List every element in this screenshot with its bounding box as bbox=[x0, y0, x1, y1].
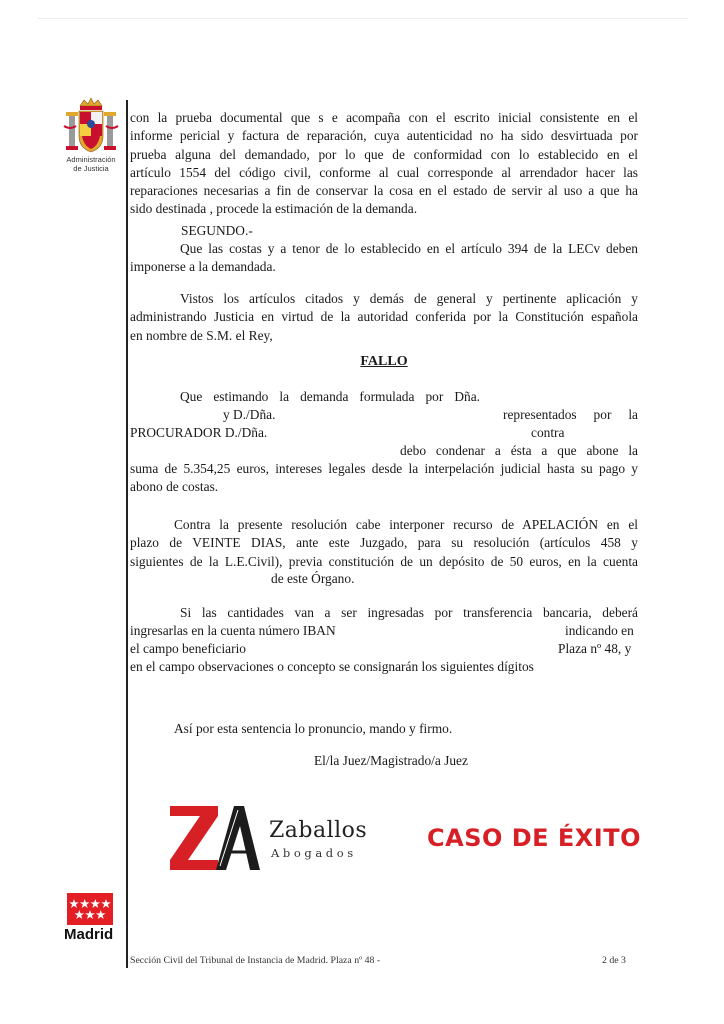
zaballos-logo-icon bbox=[168, 802, 260, 872]
fallo-line-1: Que estimando la demanda formulada por Dña. bbox=[180, 389, 480, 404]
paragraph-appeal: Contra la presente resolución cabe interponer recurso de APELACIÓN en el plazo de VEINTE DIAS, ante este Juzgado, para su resolución (artículos 458 y siguientes de la L.E.Civil), previa constitución de un depósito de 50 euros, en la cuenta bbox=[130, 517, 638, 569]
madrid-flag-icon bbox=[67, 893, 113, 925]
transfer-line-3-end: Plaza nº 48, y bbox=[558, 641, 632, 656]
footer-page-number: 2 de 3 bbox=[602, 955, 626, 966]
transfer-line-2-start: ingresarlas en la cuenta número IBAN bbox=[130, 623, 336, 638]
fallo-line-2-end: representados por la bbox=[503, 407, 638, 422]
appeal-last-line: de este Órgano. bbox=[271, 571, 355, 586]
fallo-paragraph-rest: suma de 5.354,25 euros, intereses legales desde la interpelación judicial hasta su pago y abono de costas. bbox=[130, 461, 638, 495]
fallo-line-2-start: y D./Dña. bbox=[223, 407, 276, 422]
seal-caption: Administración de Justicia bbox=[66, 155, 116, 173]
success-case-tagline: CASO DE ÉXITO bbox=[427, 824, 642, 852]
logo-subtitle: Abogados bbox=[271, 846, 357, 860]
closing-formula: Así por esta sentencia lo pronuncio, mando y firmo. bbox=[174, 721, 453, 736]
fallo-line-4: debo condenar a ésta a que abone la bbox=[400, 443, 638, 458]
judge-signature: El/la Juez/Magistrado/a Juez bbox=[314, 753, 468, 768]
fallo-line-3-start: PROCURADOR D./Dña. bbox=[130, 425, 268, 440]
transfer-line-3-start: el campo beneficiario bbox=[130, 641, 246, 656]
margin-rule bbox=[126, 100, 128, 968]
paragraph-costs: Que las costas y a tenor de lo establecido en el artículo 394 de la LECv deben imponerse a la demandada. bbox=[130, 241, 638, 275]
fallo-line-3-end: contra bbox=[531, 425, 565, 440]
fallo-heading: FALLO bbox=[360, 354, 408, 369]
paragraph-evidence: con la prueba documental que s e acompaña con el escrito inicial consistente en el informe pericial y factura de reparación, cuya autenticidad no ha sido desvirtuada por prueba alguna del demandado, por lo que de conformidad con lo establecido en el artículo 1554 del código civil, conforme al cual corresponde al arrendador hacer las reparaciones necesarias a fin de conservar la cosa en el estado de servir al uso a que ha sido destinada , procede la estimación de la demanda. bbox=[130, 110, 638, 217]
madrid-label: Madrid bbox=[64, 926, 114, 943]
paragraph-considerations: Vistos los artículos citados y demás de general y pertinente aplicación y administrando Justicia en virtud de la autoridad conferida por la Constitución española en nombre de S.M. el Rey, bbox=[130, 291, 638, 343]
footer-court-reference: Sección Civil del Tribunal de Instancia de Madrid. Plaza nº 48 - bbox=[130, 955, 381, 966]
top-divider bbox=[38, 18, 688, 19]
section-heading-segundo: SEGUNDO.- bbox=[181, 223, 253, 238]
transfer-line-4: en el campo observaciones o concepto se consignarán los siguientes dígitos bbox=[130, 659, 534, 674]
transfer-line-2-end: indicando en bbox=[565, 623, 634, 638]
paragraph-transfer-line-1: Si las cantidades van a ser ingresadas por transferencia bancaria, deberá bbox=[180, 605, 638, 620]
logo-name: Zaballos bbox=[269, 818, 368, 843]
